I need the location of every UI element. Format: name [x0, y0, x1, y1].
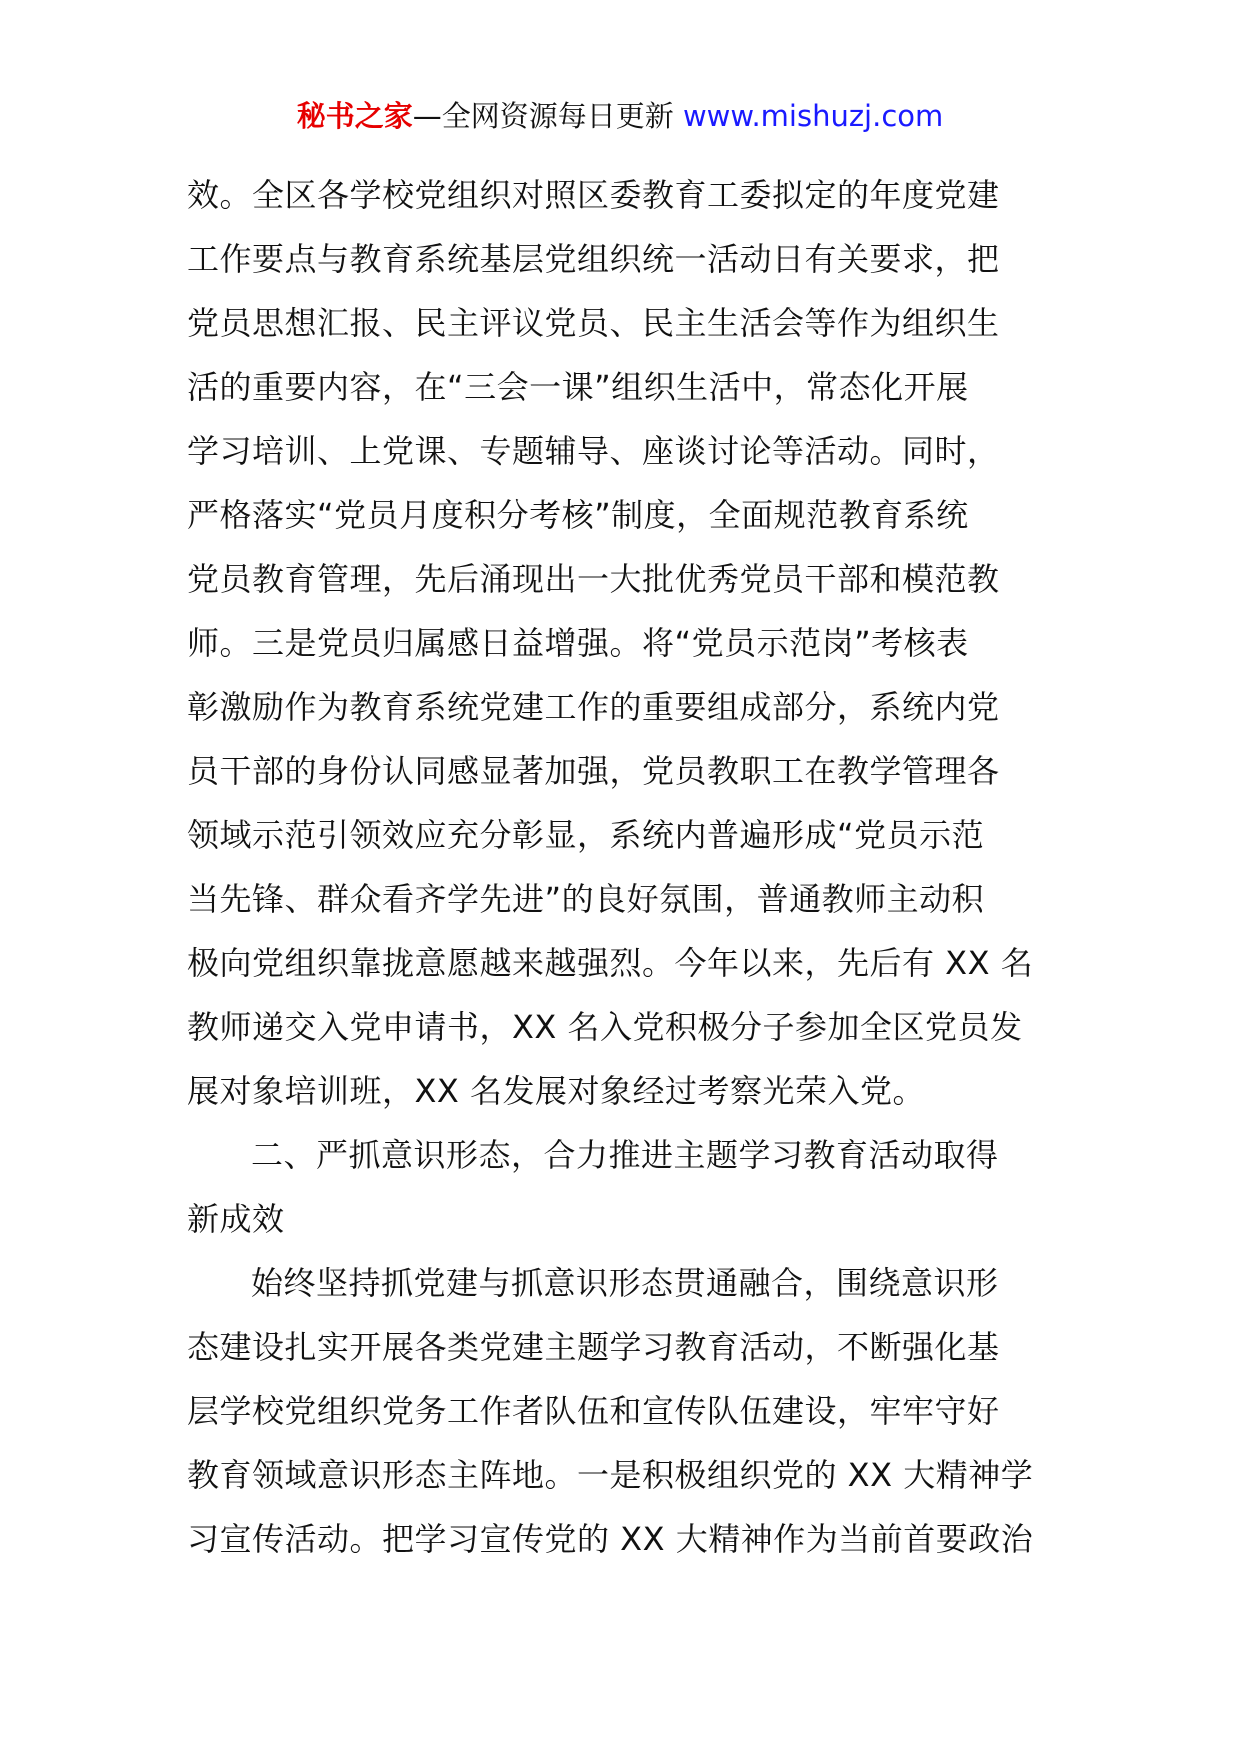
body-line: 严格落实“党员月度积分考核”制度，全面规范教育系统 — [187, 496, 969, 534]
body-line: 工作要点与教育系统基层党组织统一活动日有关要求，把 — [187, 240, 1000, 278]
body-line: 层学校党组织党务工作者队伍和宣传队伍建设，牢牢守好 — [187, 1392, 1000, 1430]
body-line: 态建设扎实开展各类党建主题学习教育活动，不断强化基 — [187, 1328, 1000, 1366]
body-line: 活的重要内容，在“三会一课”组织生活中，常态化开展 — [187, 368, 969, 406]
body-line: 习宣传活动。把学习宣传党的 XX 大精神作为当前首要政治 — [187, 1520, 1034, 1558]
body-line: 领域示范引领效应充分彰显，系统内普遍形成“党员示范 — [187, 816, 985, 854]
body-line: 党员思想汇报、民主评议党员、民主生活会等作为组织生 — [187, 304, 1000, 342]
body-line: 彰激励作为教育系统党建工作的重要组成部分，系统内党 — [187, 688, 1000, 726]
body-line: 师。三是党员归属感日益增强。将“党员示范岗”考核表 — [187, 624, 969, 662]
site-url-link[interactable]: www.mishuzj.com — [682, 99, 944, 133]
body-line: 员干部的身份认同感显著加强，党员教职工在教学管理各 — [187, 752, 1000, 790]
site-header — [0, 96, 1240, 136]
body-line: 极向党组织靠拢意愿越来越强烈。今年以来，先后有 XX 名 — [187, 944, 1034, 982]
paragraph-first-line: 始终坚持抓党建与抓意识形态贯通融合，围绕意识形 — [251, 1264, 999, 1302]
body-line: 展对象培训班，XX 名发展对象经过考察光荣入党。 — [187, 1072, 926, 1110]
body-line: 学习培训、上党课、专题辅导、座谈讨论等活动。同时， — [187, 432, 1000, 470]
body-line: 当先锋、群众看齐学先进”的良好氛围，普通教师主动积 — [187, 880, 985, 918]
body-line: 党员教育管理，先后涌现出一大批优秀党员干部和模范教 — [187, 560, 1000, 598]
body-line: 教育领域意识形态主阵地。一是积极组织党的 XX 大精神学 — [187, 1456, 1034, 1494]
site-slogan: —全网资源每日更新 — [412, 99, 683, 133]
site-brand: 秘书之家 — [296, 99, 413, 133]
document-body — [187, 163, 1067, 1571]
body-line: 效。全区各学校党组织对照区委教育工委拟定的年度党建 — [187, 176, 1000, 214]
section-heading: 二、严抓意识形态，合力推进主题学习教育活动取得 — [251, 1136, 999, 1174]
body-line: 教师递交入党申请书，XX 名入党积极分子参加全区党员发 — [187, 1008, 1023, 1046]
section-heading-continued: 新成效 — [187, 1200, 285, 1238]
